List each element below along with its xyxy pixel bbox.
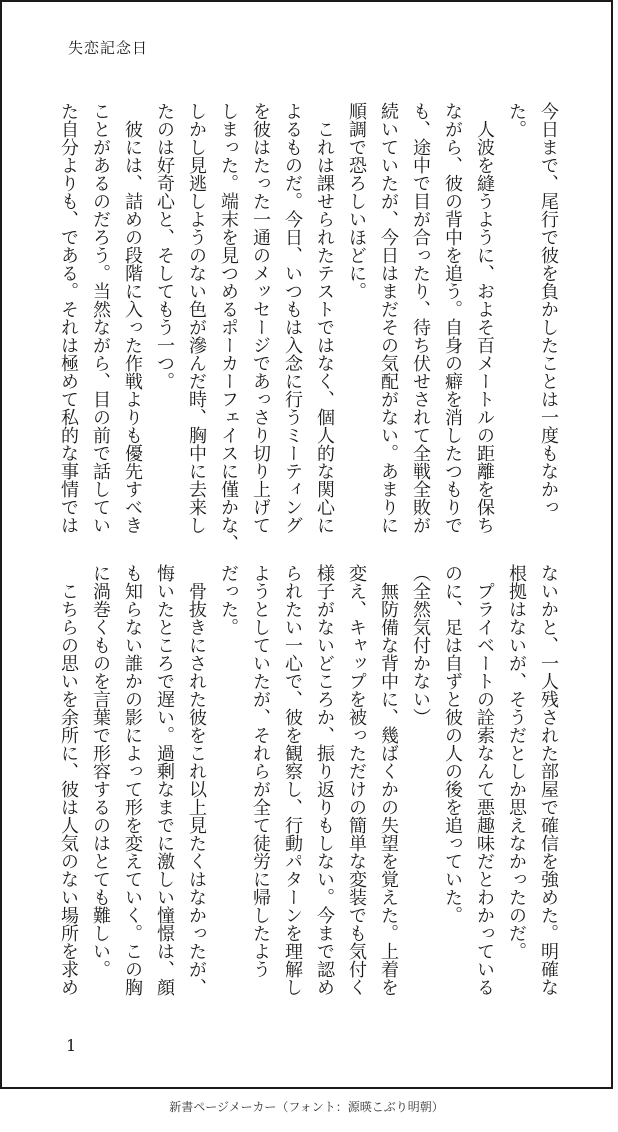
- text-column: ことがあるのだろう。当然ながら、目の前で話してい: [90, 102, 111, 534]
- text-column: よるものだ。今日、いつもは入念に行うミーティング: [282, 102, 303, 534]
- text-column: こちらの思いを余所に、彼は人気のない場所を求め: [58, 564, 79, 996]
- text-column: 悔いたところで遅い。過剰なまでに激しい憧憬は、顔: [154, 564, 175, 996]
- text-column: に渦巻くものを言葉で形容するのはとても難しい。: [90, 564, 111, 978]
- text-column: 彼には、詰めの段階に入った作戦よりも優先すべき: [122, 102, 143, 534]
- text-column: ながら、彼の背中を追う。自身の癖を消したつもりで: [442, 102, 463, 534]
- text-column: 骨抜きにされた彼をこれ以上見たくはなかったが、: [186, 564, 207, 996]
- text-column: 根拠はないが、そうだとしか思えなかったのだ。: [506, 564, 527, 960]
- text-column: 変え、キャップを被っただけの簡単な変装でも気付く: [346, 564, 367, 996]
- text-column: た。: [506, 102, 527, 138]
- text-column: これは課せられたテストではなく、個人的な関心に: [314, 102, 335, 534]
- text-column: しかし見逃しようのない色が滲んだ時、胸中に去来し: [186, 102, 207, 534]
- text-column: られたい一心で、彼を観察し、行動パターンを理解し: [282, 564, 303, 996]
- text-column: を彼はたった一通のメッセージであっさり切り上げて: [250, 102, 271, 534]
- text-column: （全然気付かない）: [410, 564, 431, 726]
- text-column: のに、足は自ずと彼の人の後を追っていた。: [442, 564, 463, 924]
- running-title: 失恋記念日: [68, 39, 149, 57]
- text-column: 様子がないどころか、振り返りもしない。今まで認め: [314, 564, 335, 996]
- text-column: 順調で恐ろしいほどに。: [346, 102, 367, 300]
- text-column: しまった。端末を見つめるポーカーフェイスに僅かな、: [218, 102, 239, 552]
- text-column: ないかと、一人残された部屋で確信を強めた。明確な: [538, 564, 559, 996]
- text-column: も知らない誰かの影によって形を変えていく。この胸: [122, 564, 143, 996]
- page-number: 1: [66, 1036, 77, 1055]
- text-block-top: [52, 102, 564, 552]
- text-column: たのは好奇心と、そしてもう一つ。: [154, 102, 175, 390]
- text-column: た自分よりも、である。それは極めて私的な事情では: [58, 102, 79, 534]
- text-column: 無防備な背中に、幾ばくかの失望を覚えた。上着を: [378, 564, 399, 996]
- text-column: 続いていたが、今日はまだその気配がない。あまりに: [378, 102, 399, 534]
- text-column: プライベートの詮索なんて悪趣味だとわかっている: [474, 564, 495, 996]
- text-column: ようとしていたが、それらが全て徒労に帰したよう: [250, 564, 271, 978]
- text-column: 今日まで、尾行で彼を負かしたことは一度もなかっ: [538, 102, 559, 516]
- footer-caption: 新書ページメーカー（フォント：源暎こぶり明朝）: [169, 1100, 444, 1114]
- text-column: 人波を縫うように、およそ百メートルの距離を保ち: [474, 102, 495, 534]
- text-column: も、途中で目が合ったり、待ち伏せされて全戦全敗が: [410, 102, 431, 534]
- text-block-bottom: [52, 564, 564, 994]
- text-column: だった。: [218, 564, 239, 636]
